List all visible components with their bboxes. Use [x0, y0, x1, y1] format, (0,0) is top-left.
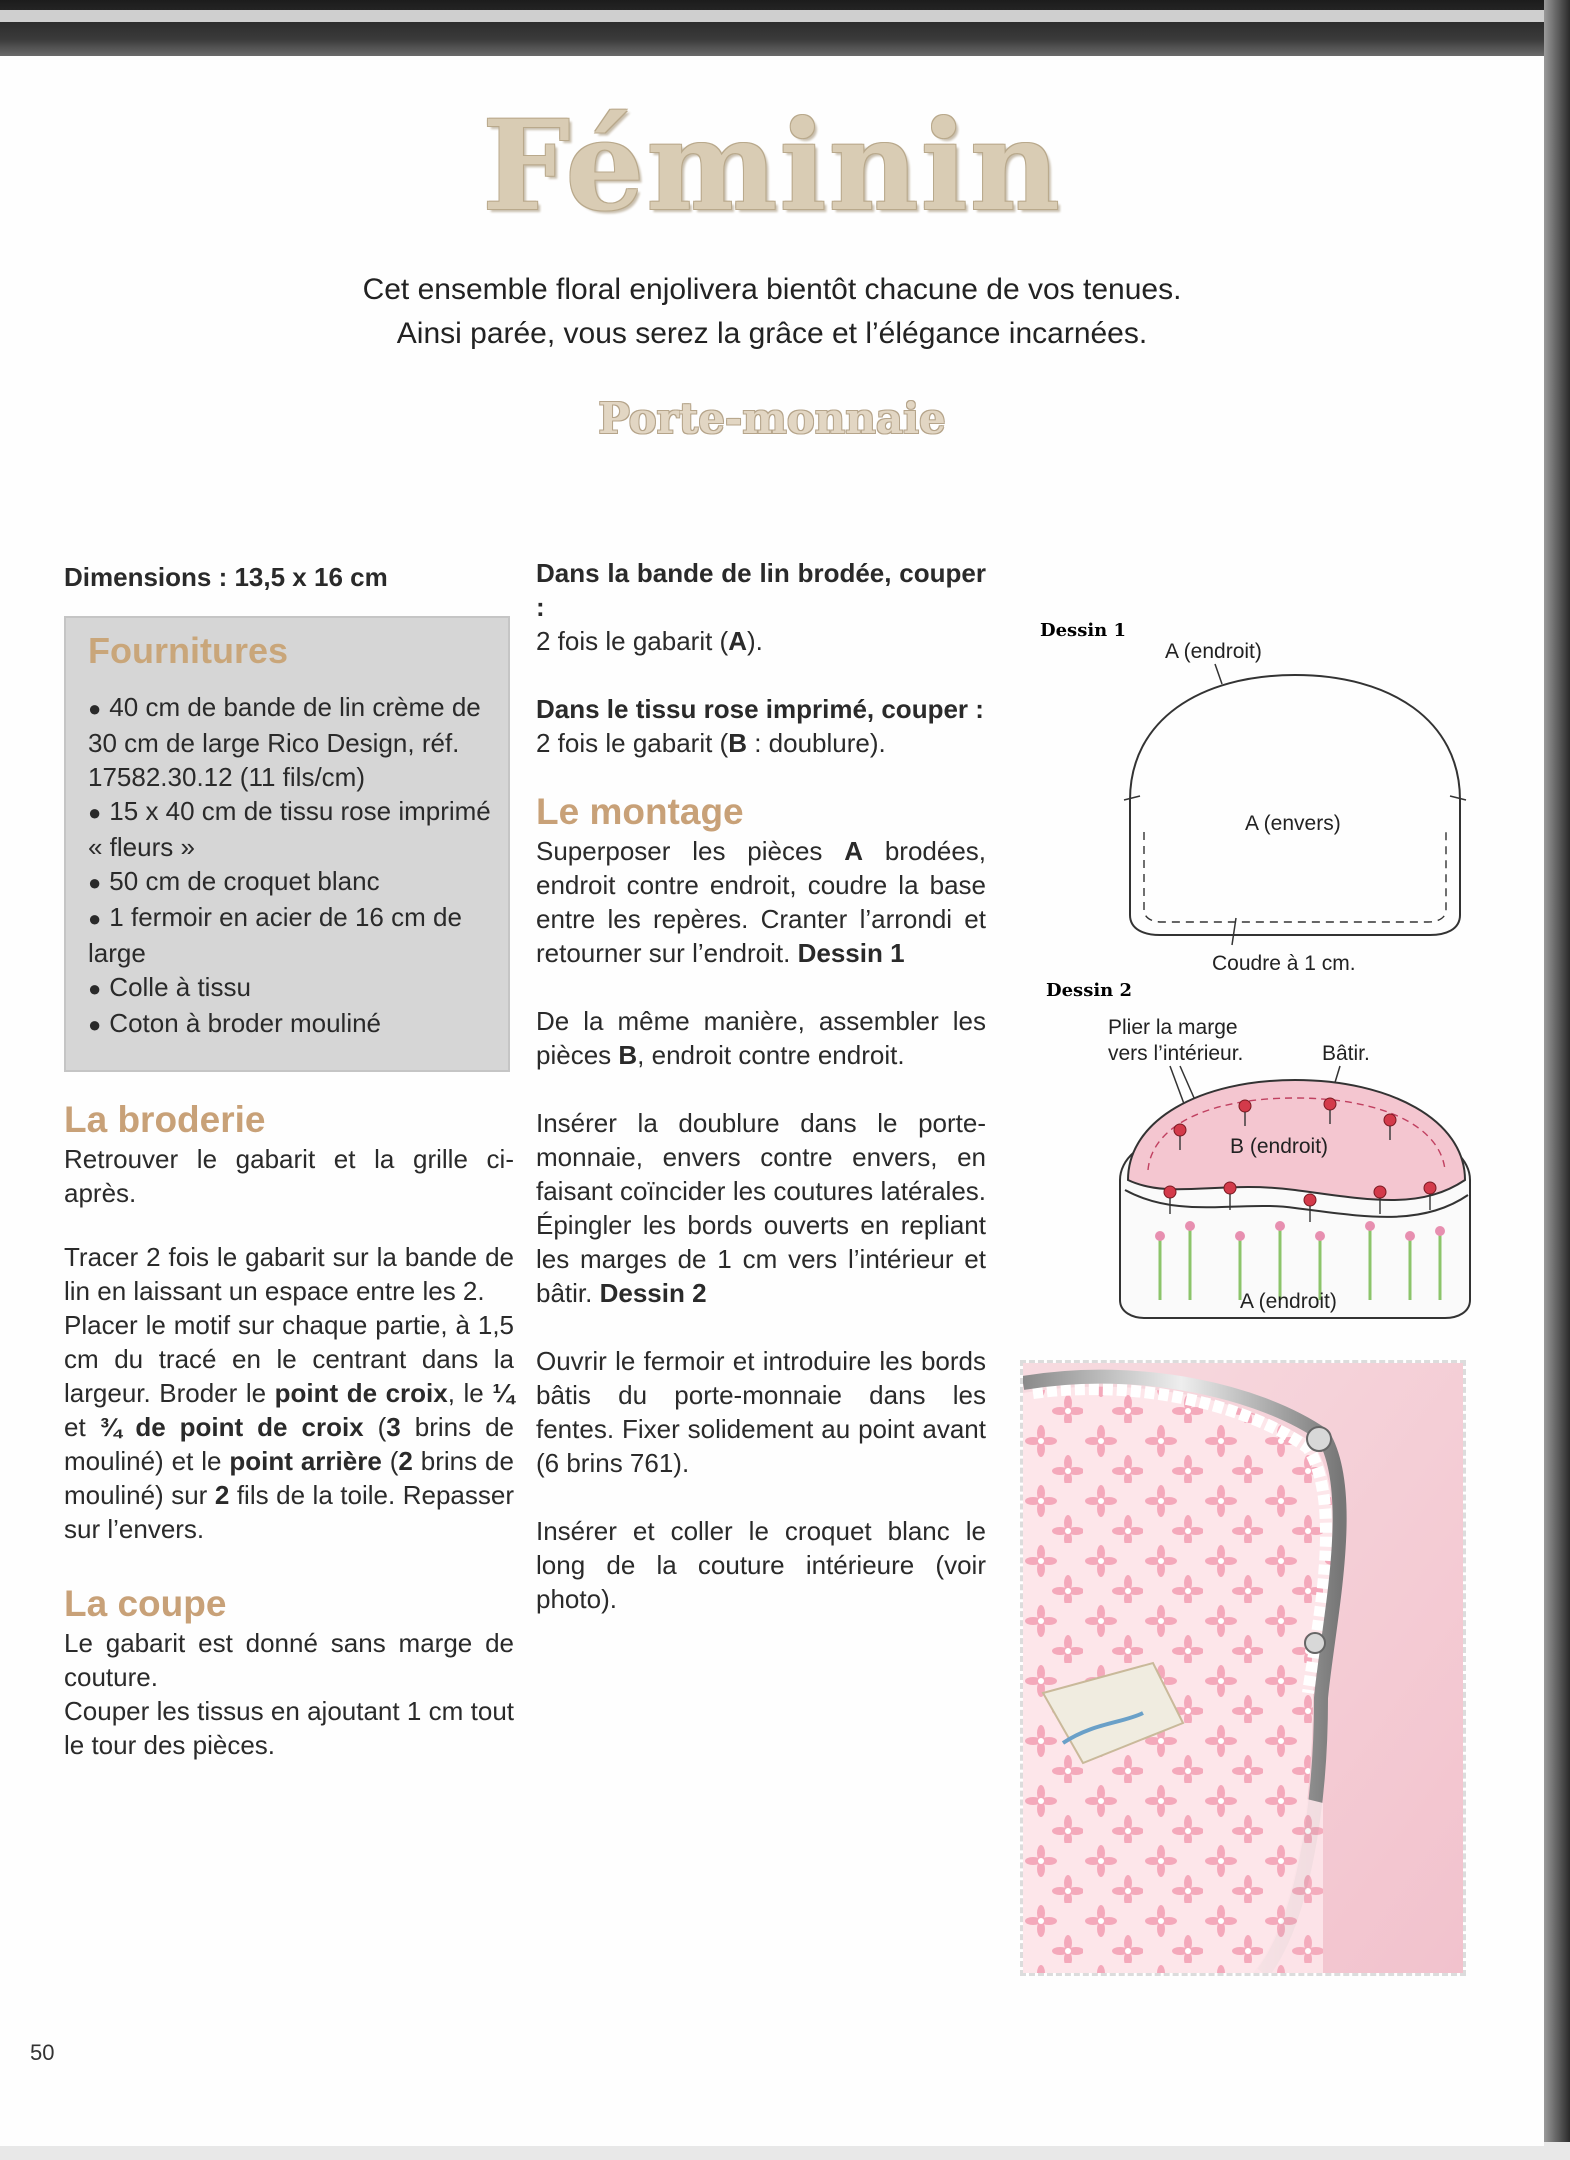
list-item: ● 50 cm de croquet blanc: [88, 864, 494, 900]
list-item: ● 1 fermoir en acier de 16 cm de large: [88, 900, 494, 970]
dessin2-note1: Plier la marge: [1108, 1016, 1238, 1039]
dessin1-bottom-label: Coudre à 1 cm.: [1212, 952, 1356, 975]
broderie-p2: Tracer 2 fois le gabarit sur la bande de lin en laissant un espace entre les 2.: [64, 1242, 514, 1306]
column-middle: [536, 556, 986, 1616]
dessin2-upper-label: B (endroit): [1230, 1135, 1329, 1158]
fournitures-list: [88, 690, 494, 1042]
list-item: ● 15 x 40 cm de tissu rose imprimé « fleurs »: [88, 794, 494, 864]
purse-photo: [1020, 1360, 1466, 1976]
dessin2-lower-label: A (endroit): [1240, 1290, 1337, 1313]
column-left: [64, 560, 514, 1762]
dimensions: Dimensions : 13,5 x 16 cm: [64, 562, 388, 592]
coupe-p1: Le gabarit est donné sans marge de couture.: [64, 1628, 514, 1692]
dessin1-center-label: A (envers): [1245, 812, 1341, 835]
broderie-p3: Placer le motif sur chaque partie, à 1,5 cm du tracé en le centrant dans la largeur. Broder le point de croix, le ¼ et ¾ de point de croix (3 brins de mouliné) et le point arrière (2 brins de mouliné) sur 2 fils de la toile. Repasser sur l’envers.: [64, 1310, 515, 1544]
scan-edge-right: [1544, 0, 1570, 2160]
dessin1-outline: [1130, 675, 1460, 935]
section-subtitle: Porte-monnaie: [598, 394, 946, 443]
fournitures-title: Fournitures: [88, 630, 289, 671]
cut-b-text: 2 fois le gabarit (B : doublure).: [536, 728, 886, 758]
cut-b-heading: Dans le tissu rose imprimé, couper :: [536, 694, 984, 724]
dessin2-label: Dessin 2: [1046, 980, 1133, 1001]
page-number: 50: [30, 2040, 55, 2065]
montage-p4: Ouvrir le fermoir et introduire les bords bâtis du porte-monnaie dans les fentes. Fixer solidement au point avant (6 brins 761).: [536, 1346, 986, 1478]
list-item: ● Colle à tissu: [88, 970, 494, 1006]
montage-p1: Superposer les pièces A brodées, endroit contre endroit, coudre la base entre les repères. Cranter l’arrondi et retourner sur l’endroit. Dessin 1: [536, 836, 987, 968]
broderie-p1: Retrouver le gabarit et la grille ci-après.: [64, 1144, 514, 1208]
dessin2-note2: vers l’intérieur.: [1108, 1042, 1244, 1065]
montage-heading: Le montage: [536, 791, 744, 832]
dessin1-top-label: A (endroit): [1165, 640, 1262, 663]
cut-a-heading: Dans la bande de lin brodée, couper :: [536, 558, 986, 622]
montage-p5: Insérer et coller le croquet blanc le long de la couture intérieure (voir photo).: [536, 1516, 986, 1614]
cut-a-text: 2 fois le gabarit (A).: [536, 626, 763, 656]
broderie-heading: La broderie: [64, 1099, 266, 1140]
montage-p3: Insérer la doublure dans le porte-monnaie, envers contre envers, en faisant coïncider les coutures latérales. Épingler les bords ouverts en repliant les marges de 1 cm vers l’intérieur et bâtir. Dessin 2: [536, 1108, 986, 1308]
montage-p2: De la même manière, assembler les pièces B, endroit contre endroit.: [536, 1006, 986, 1070]
dessin2-note3: Bâtir.: [1322, 1042, 1370, 1065]
intro-line-2: Ainsi parée, vous serez la grâce et l’élégance incarnées.: [396, 317, 1148, 350]
coupe-p2: Couper les tissus en ajoutant 1 cm tout le tour des pièces.: [64, 1696, 514, 1760]
dessin1-seam: [1144, 832, 1446, 922]
intro-line-1: Cet ensemble floral enjolivera bientôt chacune de vos tenues.: [362, 273, 1182, 306]
dessin1-label: Dessin 1: [1040, 620, 1127, 641]
list-item: ● 40 cm de bande de lin crème de 30 cm de large Rico Design, réf. 17582.30.12 (11 fils/cm): [88, 690, 494, 794]
scan-edge-top: [0, 0, 1570, 56]
list-item: ● Coton à broder mouliné: [88, 1006, 494, 1042]
page-title: Féminin: [482, 94, 1062, 239]
diagrams: [1040, 600, 1480, 1330]
intro-text: [0, 268, 1544, 356]
coupe-heading: La coupe: [64, 1583, 227, 1624]
fournitures-box: [64, 616, 510, 1072]
